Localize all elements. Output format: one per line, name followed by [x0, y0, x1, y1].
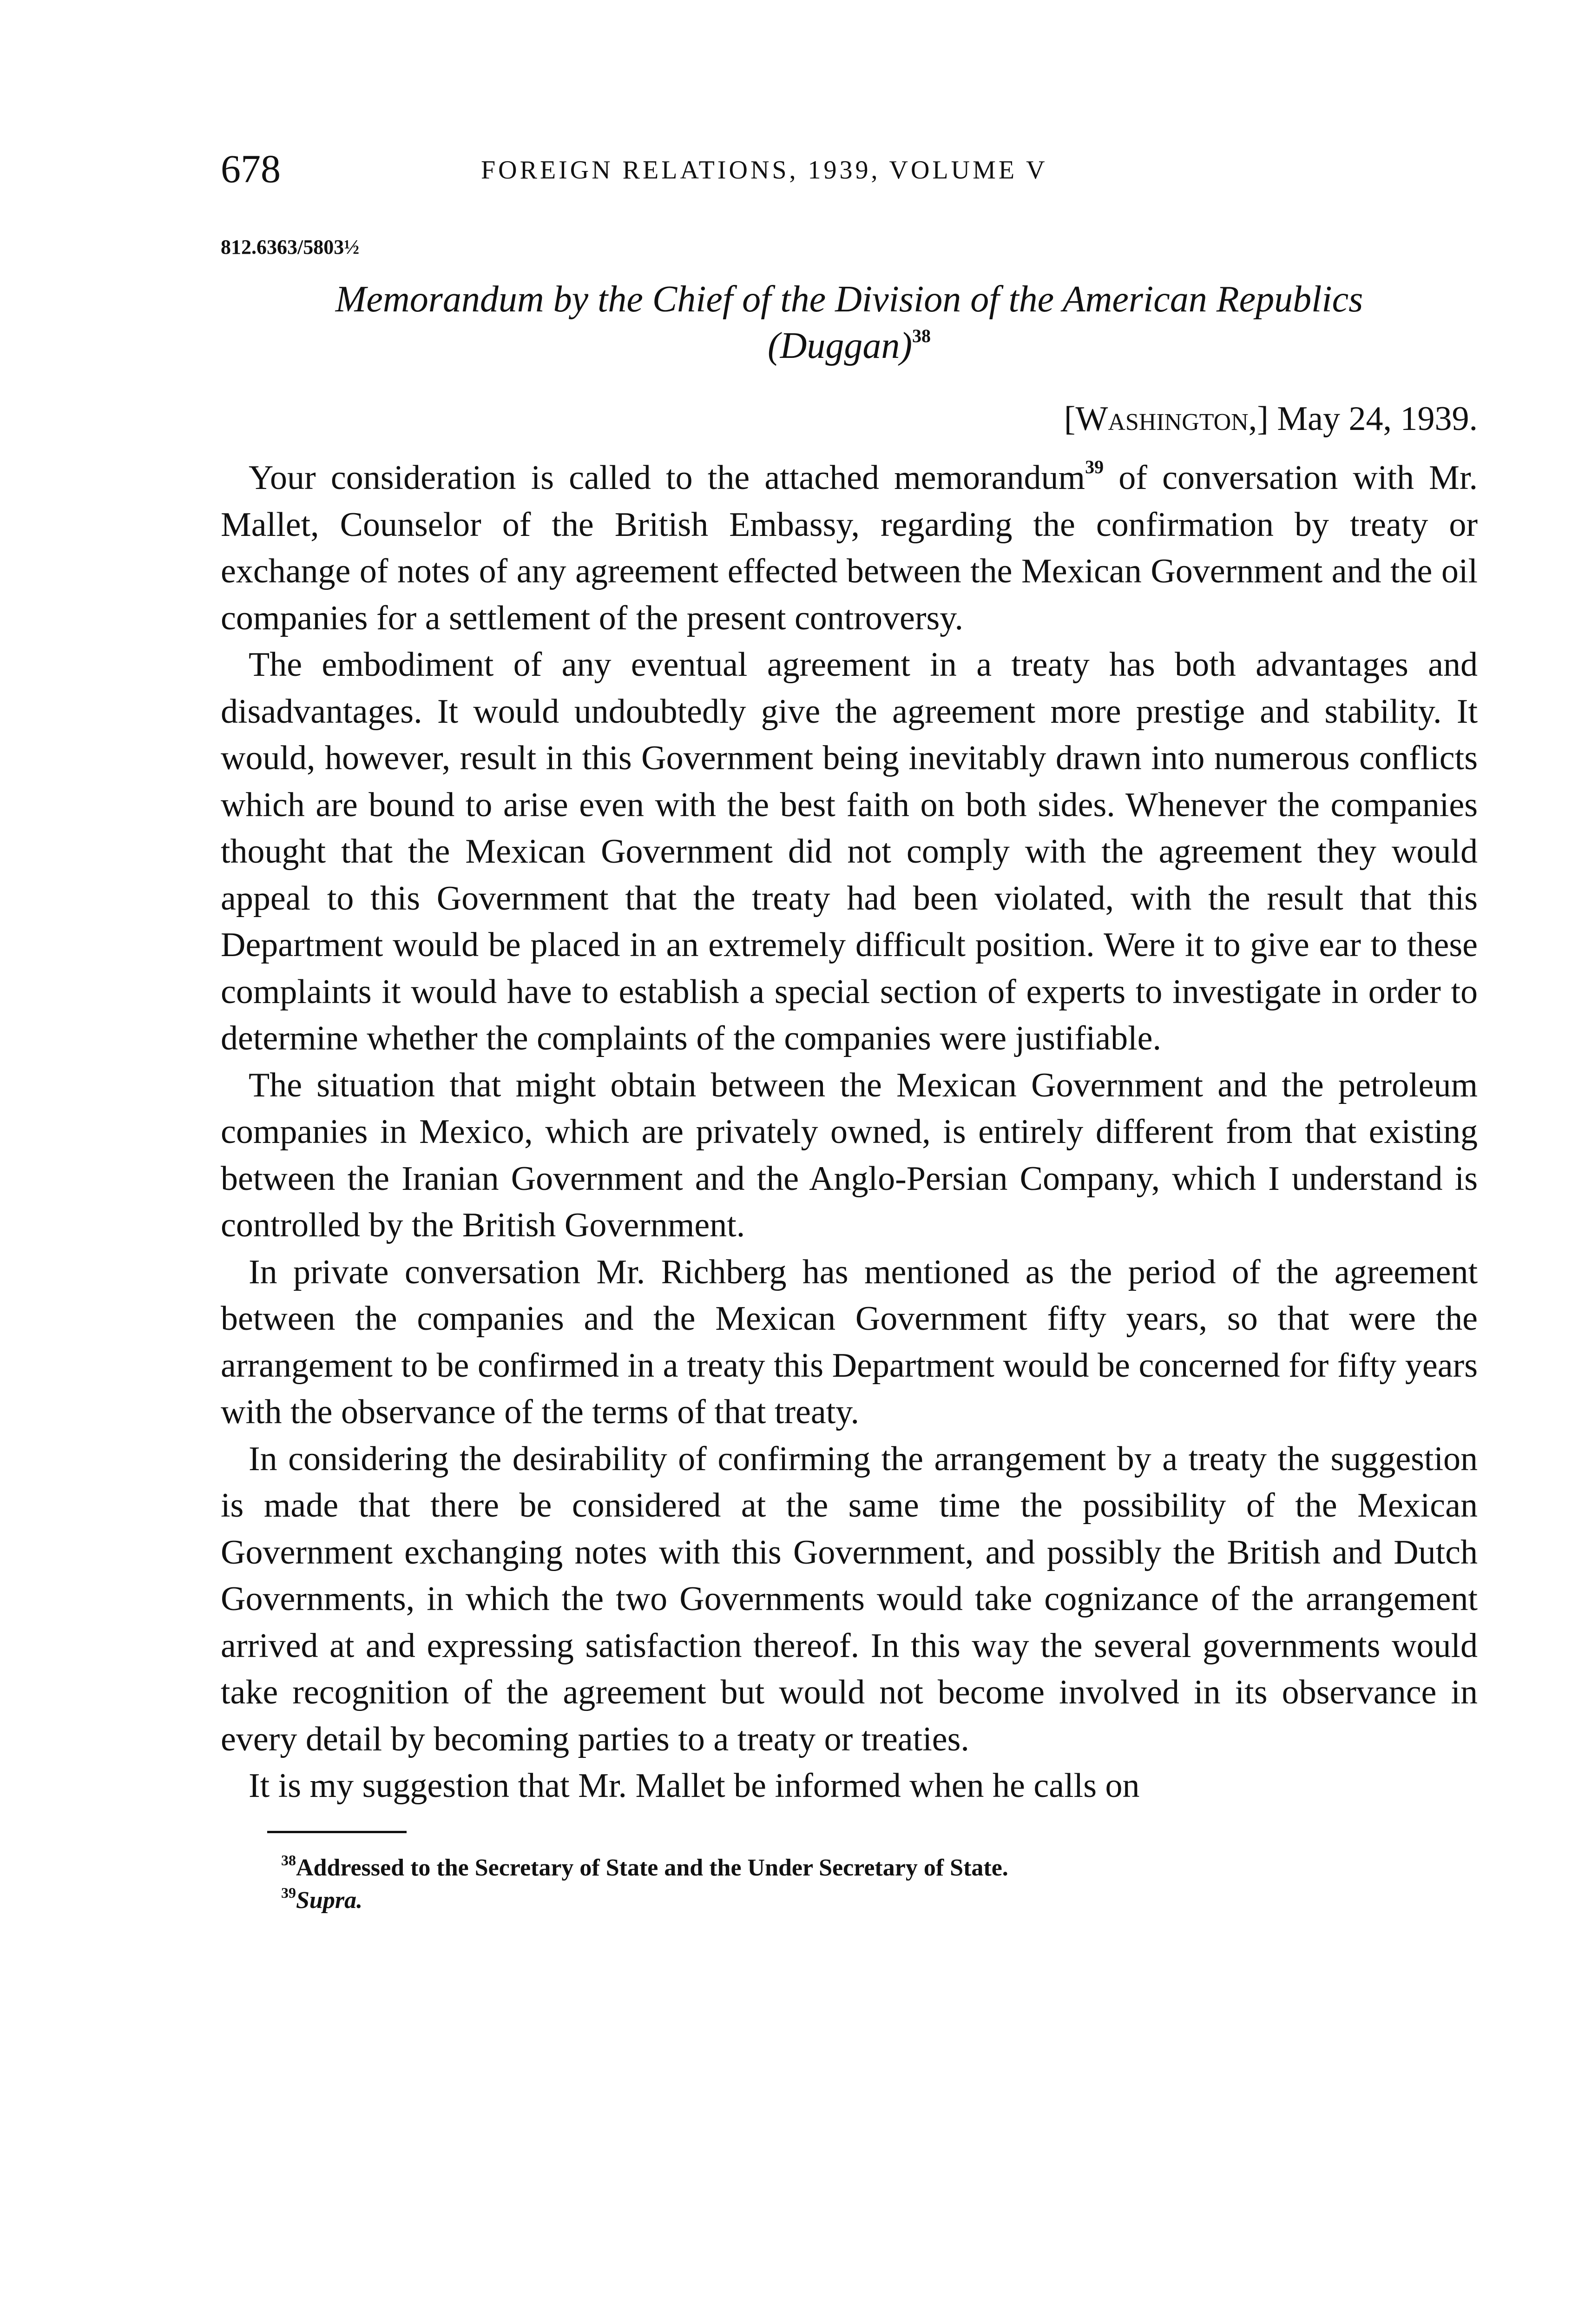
paragraph-2: The embodiment of any eventual agreement in a treaty has both advantages and disadvantages. It would undoubtedly give the agreement more prestige and stability. It would, however, result in this Government being inevitably drawn into numerous conflicts which are bound to arise even with the best faith on both sides. Whenever the companies thought that the Mexican Government did not comply with the agreement they would appeal to this Government that the treaty had been violated, with the result that this Department would be placed in an extremely difficult position. Were it to give ear to these complaints it would have to establish a special section of experts to investigate in order to determine whether the complaints of the companies were justifiable.: [221, 646, 1478, 1057]
paragraph-3: The situation that might obtain between the Mexican Government and the petroleum companies in Mexico, which are privately owned, is entirely different from that existing between the Iranian Government and the Anglo-Persian Company, which I understand is controlled by the British Government.: [221, 1066, 1478, 1244]
paragraph-1: [221, 455, 1478, 641]
footnote-marker-39: 39: [281, 1884, 296, 1901]
footnotes: [281, 1852, 1478, 1917]
footnote-ref-38: 38: [912, 325, 931, 346]
memo-title: [221, 276, 1478, 369]
paragraph-5: In considering the desirability of confirming the arrangement by a treaty the suggestion is made that there be considered at the same time the possibility of the Mexican Government exchanging notes with this Government, and possibly the British and Dutch Governments, in which the two Governments would take cognizance of the arrangement arrived at and expressing satisfaction thereof. In this way the several governments would take recognition of the agreement but would not become involved in its observance in every detail by becoming parties to a treaty or treaties.: [221, 1439, 1478, 1758]
dateline-place: [Washington,]: [1064, 400, 1269, 438]
file-number: 812.6363/5803½: [221, 236, 360, 258]
memo-title-line2: (Duggan): [767, 325, 913, 366]
paragraph-1-rest: of conversation with Mr. Mallet, Counselor of the British Embassy, regarding the confirmation by treaty or exchange of notes of any agreement effected between the Mexican Government and the oil companies for a settlement of the present controversy.: [221, 459, 1478, 637]
footnote-39-text: Supra.: [296, 1887, 363, 1914]
page-number: 678: [221, 146, 281, 191]
footnote-ref-39: 39: [1085, 456, 1104, 477]
footnote-39: [281, 1884, 1478, 1917]
paragraph-1-start: Your consideration is called to the attached memorandum: [249, 459, 1085, 497]
memo-body: [221, 455, 1478, 1809]
dateline-date: May 24, 1939.: [1277, 400, 1478, 438]
running-head: [221, 139, 1478, 209]
footnote-38: [281, 1852, 1478, 1884]
document-page: [221, 139, 1478, 1917]
memo-title-line1: Memorandum by the Chief of the Division of the American Republics: [335, 279, 1363, 320]
footnote-38-text: Addressed to the Secretary of State and the Under Secretary of State.: [296, 1854, 1008, 1881]
paragraph-4: In private conversation Mr. Richberg has mentioned as the period of the agreement between the companies and the Mexican Government fifty years, so that were the arrangement to be confirmed in a treaty this Department would be concerned for fifty years with the observance of the terms of that treaty.: [221, 1253, 1478, 1431]
running-title: FOREIGN RELATIONS, 1939, VOLUME V: [481, 156, 1048, 185]
footnote-marker-38: 38: [281, 1851, 296, 1868]
footnote-divider: [267, 1831, 407, 1833]
dateline: [221, 402, 1478, 436]
paragraph-6: It is my suggestion that Mr. Mallet be informed when he calls on: [249, 1767, 1140, 1805]
